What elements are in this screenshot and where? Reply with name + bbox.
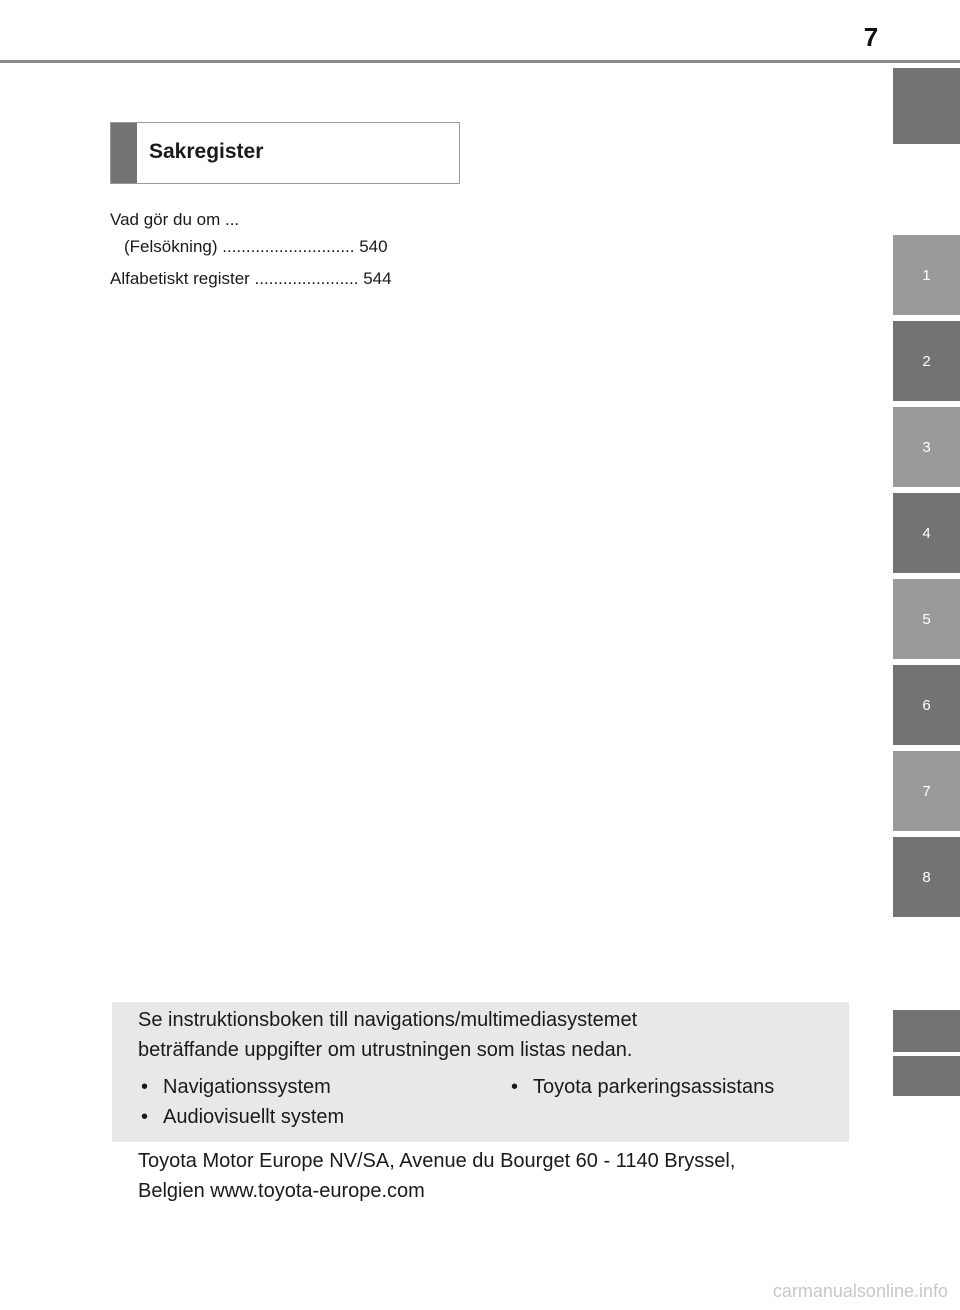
tab-chapter-7[interactable]	[893, 751, 960, 831]
tab-chapter-1[interactable]	[893, 235, 960, 315]
bullet-item	[511, 1076, 774, 1099]
header-rule	[0, 60, 960, 63]
tab-contents[interactable]	[893, 68, 960, 144]
tab-chapter-2[interactable]	[893, 321, 960, 401]
info-text-line-1: Se instruktionsboken till navigations/multimediasystemet	[138, 1009, 638, 1031]
section-header-bar	[111, 123, 137, 183]
tab-label: 2	[922, 352, 931, 370]
page-number: 7	[863, 22, 879, 52]
tab-chapter-6[interactable]	[893, 665, 960, 745]
tab-label: 7	[922, 782, 931, 800]
toc-entry-troubleshooting[interactable]: Vad gör du om ...	[110, 210, 240, 229]
bullet-icon: •	[511, 1076, 519, 1098]
tab-label: 3	[922, 438, 931, 456]
tab-index-1[interactable]	[893, 1010, 960, 1052]
toc-entry-troubleshooting-page[interactable]: (Felsökning) ............................ 540	[124, 237, 388, 256]
info-text-line-2: beträffande uppgifter om utrustningen som listas nedan.	[138, 1039, 633, 1061]
tab-label: 5	[922, 610, 931, 628]
bullet-icon: •	[141, 1106, 149, 1128]
toc-entry-alphabetical-index[interactable]: Alfabetiskt register ...................... 544	[110, 269, 392, 288]
bullet-label: Toyota parkeringsassistans	[533, 1076, 775, 1098]
bullet-icon: •	[141, 1076, 149, 1098]
section-title: Sakregister	[149, 140, 264, 163]
bullet-item	[141, 1106, 344, 1129]
tab-chapter-3[interactable]	[893, 407, 960, 487]
bullet-item	[141, 1076, 331, 1099]
tab-label: 6	[922, 696, 931, 714]
tab-index-2[interactable]	[893, 1056, 960, 1096]
footer-address-line-2: Belgien www.toyota-europe.com	[138, 1180, 425, 1202]
bullet-label: Navigationssystem	[163, 1076, 331, 1098]
tab-label: 8	[922, 868, 931, 886]
footer-address-line-1: Toyota Motor Europe NV/SA, Avenue du Bourget 60 - 1140 Bryssel,	[138, 1150, 736, 1172]
tab-label: 1	[922, 266, 931, 284]
section-header	[110, 122, 460, 184]
tab-chapter-8[interactable]	[893, 837, 960, 917]
tab-chapter-5[interactable]	[893, 579, 960, 659]
bullet-label: Audiovisuellt system	[163, 1106, 345, 1128]
tab-chapter-4[interactable]	[893, 493, 960, 573]
tab-label: 4	[922, 524, 931, 542]
watermark: carmanualsonline.info	[772, 1281, 948, 1301]
